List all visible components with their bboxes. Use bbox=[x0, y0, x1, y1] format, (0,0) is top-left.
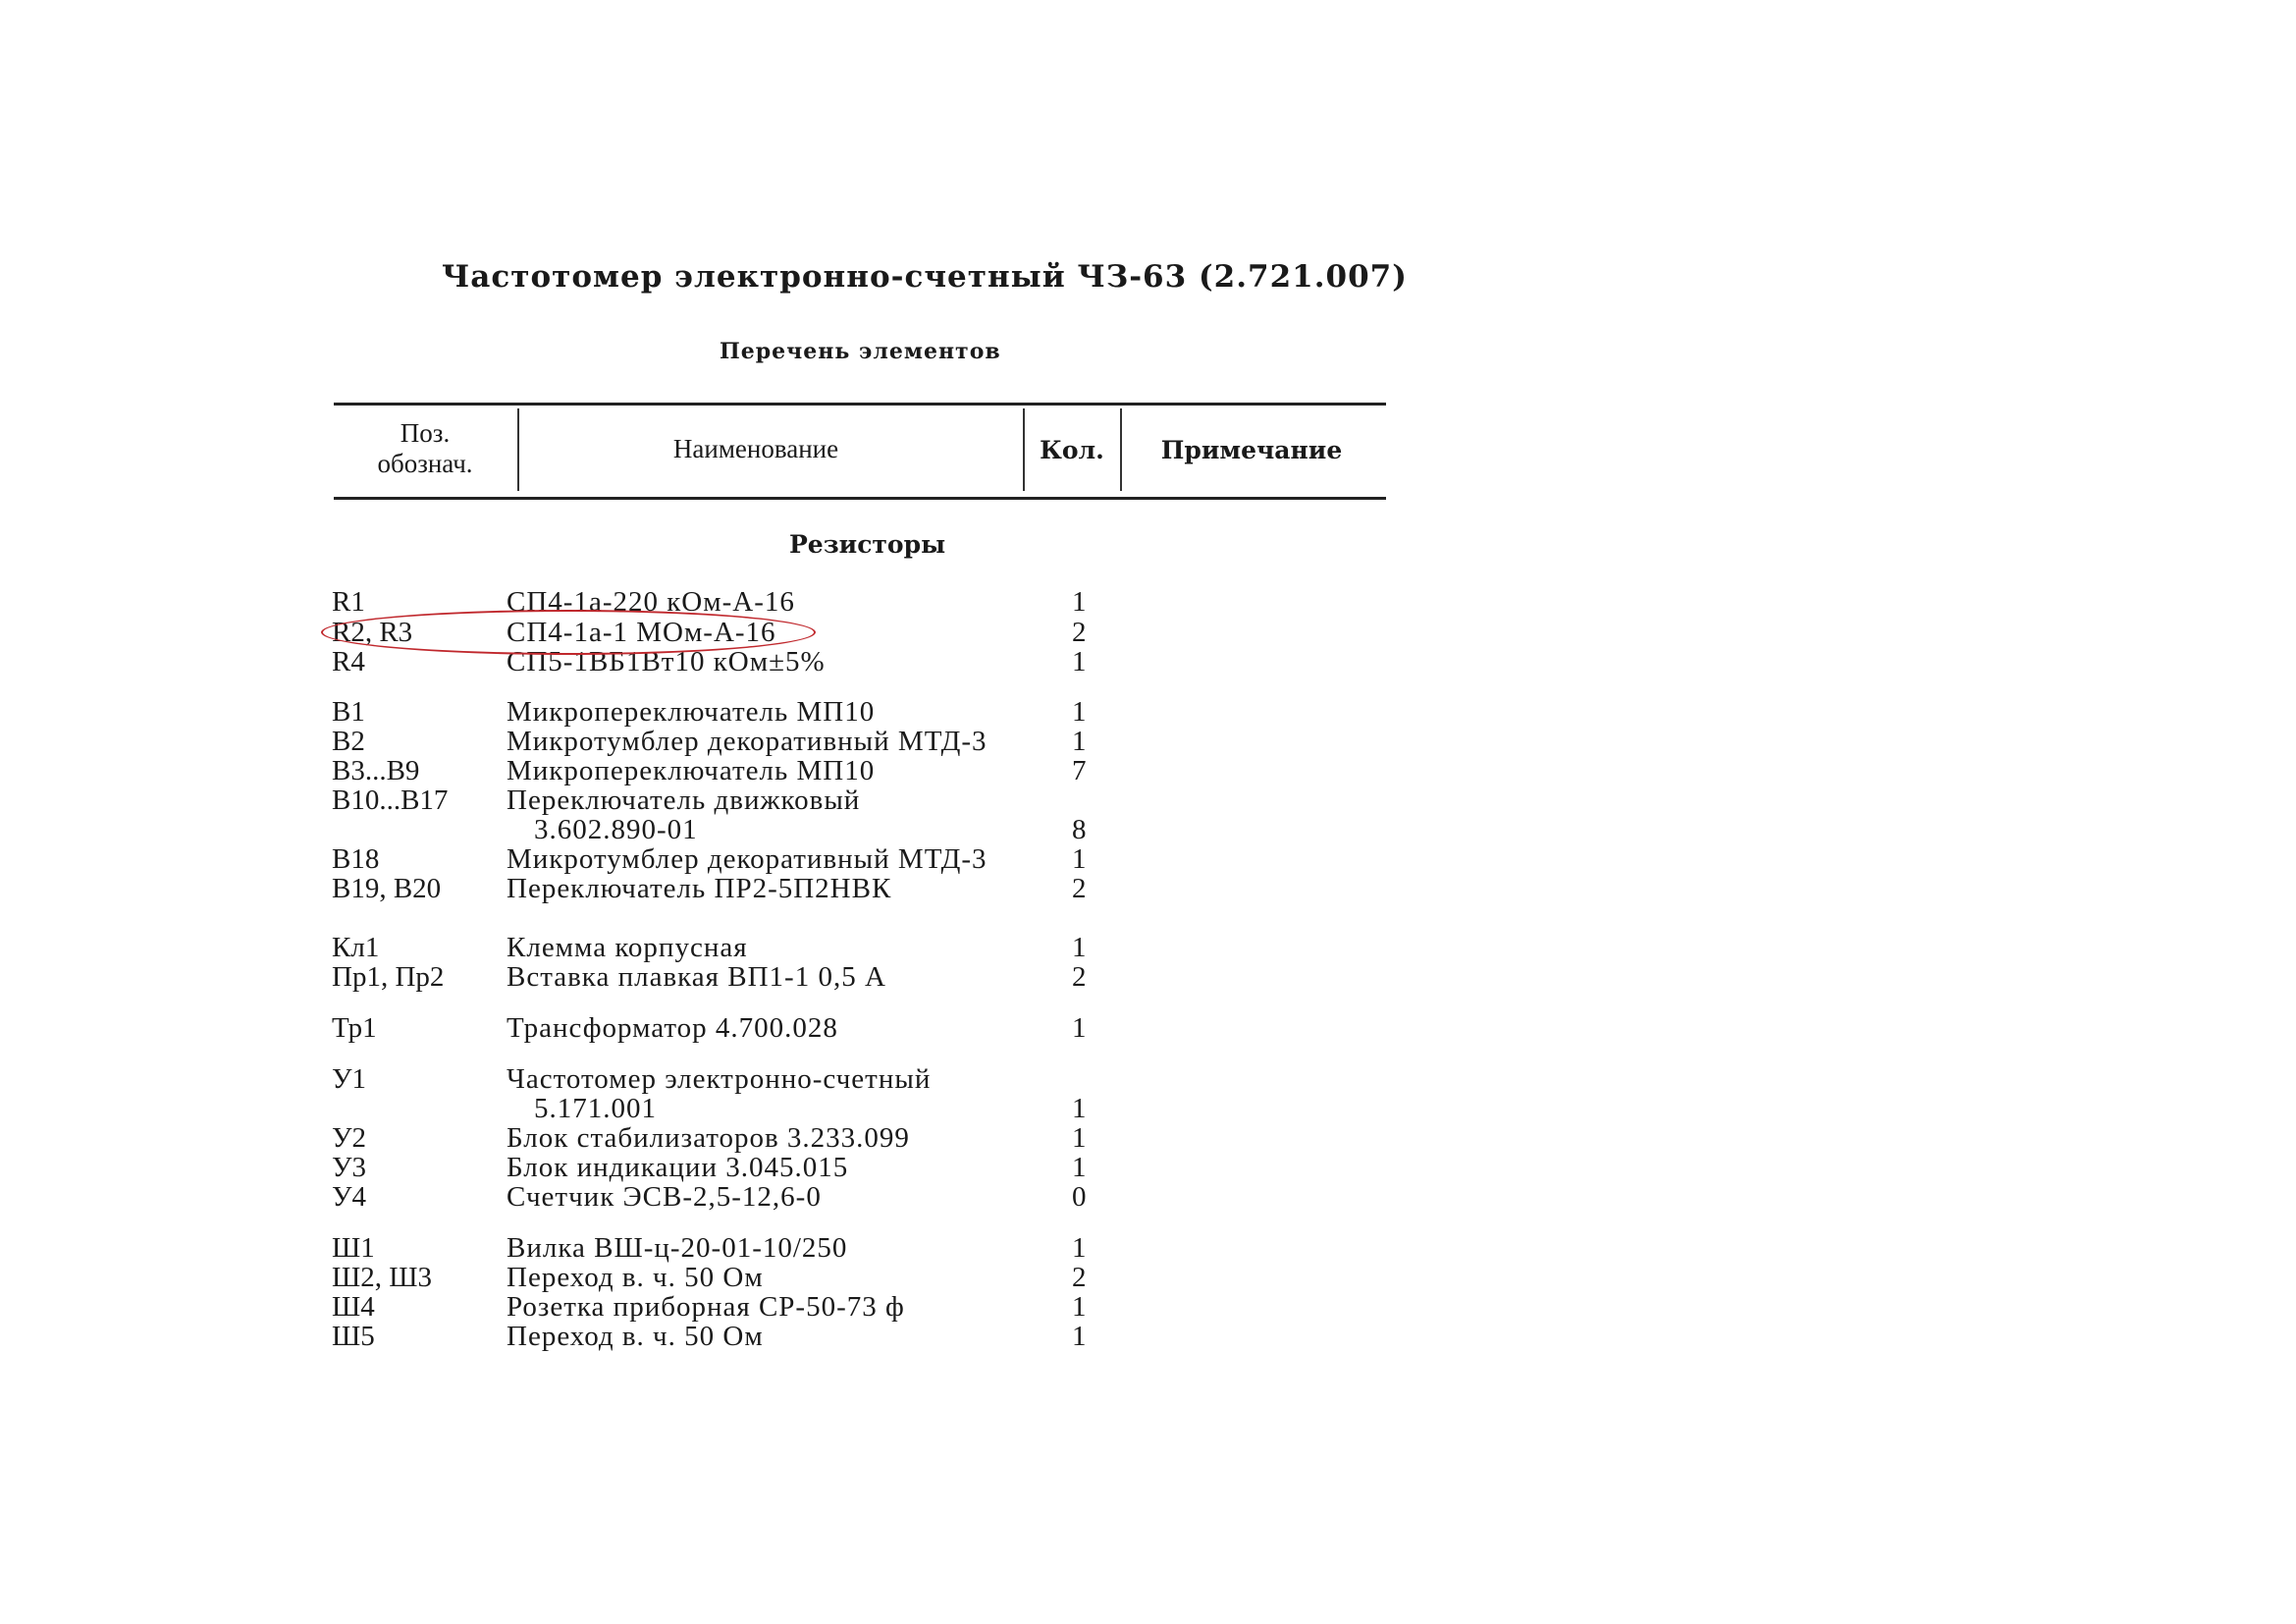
document-title: Частотомер электронно-счетный ЧЗ-63 (2.721.007) bbox=[442, 259, 1408, 295]
row-name: Трансформатор 4.700.028 bbox=[507, 1012, 838, 1044]
row-qty: 2 bbox=[1072, 961, 1087, 993]
row-pos: R1 bbox=[332, 586, 365, 618]
row-name: Розетка приборная СР-50-73 ф bbox=[507, 1291, 905, 1323]
table-header-bottom-rule bbox=[334, 497, 1386, 500]
row-name: СП5-1ВБ1Вт10 кОм±5% bbox=[507, 646, 826, 677]
row-pos: R4 bbox=[332, 646, 365, 677]
row-name: Блок индикации 3.045.015 bbox=[507, 1152, 849, 1183]
row-name: Клемма корпусная bbox=[507, 932, 748, 963]
row-name: Переключатель движковый bbox=[507, 785, 861, 816]
row-qty: 8 bbox=[1072, 814, 1087, 845]
row-pos: B19, B20 bbox=[332, 873, 442, 904]
row-qty: 1 bbox=[1072, 1232, 1087, 1264]
row-name: Микротумблер декоративный МТД-3 bbox=[507, 726, 988, 757]
row-name: Частотомер электронно-счетный bbox=[507, 1063, 932, 1095]
row-qty: 1 bbox=[1072, 1012, 1087, 1044]
row-pos: Ш4 bbox=[332, 1291, 375, 1323]
row-name: СП4-1а-220 кОм-А-16 bbox=[507, 586, 795, 618]
row-qty: 1 bbox=[1072, 586, 1087, 618]
row-qty: 2 bbox=[1072, 617, 1087, 648]
row-qty: 7 bbox=[1072, 755, 1087, 786]
document-subtitle: Перечень элементов bbox=[720, 339, 1001, 364]
row-name: Счетчик ЭСВ-2,5-12,6-0 bbox=[507, 1181, 822, 1213]
row-qty: 1 bbox=[1072, 1321, 1087, 1352]
row-pos: Кл1 bbox=[332, 932, 380, 963]
row-pos: B18 bbox=[332, 843, 380, 875]
row-qty: 0 bbox=[1072, 1181, 1087, 1213]
column-divider bbox=[1120, 408, 1122, 491]
header-pos-line1: Поз. bbox=[400, 418, 451, 448]
row-name: Переход в. ч. 50 Ом bbox=[507, 1321, 764, 1352]
section-title-resistors: Резисторы bbox=[789, 530, 946, 559]
row-name: Вилка ВШ-ц-20-01-10/250 bbox=[507, 1232, 848, 1264]
column-divider bbox=[517, 408, 519, 491]
row-qty: 2 bbox=[1072, 873, 1087, 904]
row-pos: У1 bbox=[332, 1063, 367, 1095]
row-pos: B10...B17 bbox=[332, 785, 449, 816]
row-pos: Пр1, Пр2 bbox=[332, 961, 445, 993]
row-pos: R2, R3 bbox=[332, 617, 413, 648]
row-pos: Ш5 bbox=[332, 1321, 375, 1352]
row-pos: Тр1 bbox=[332, 1012, 377, 1044]
row-qty: 1 bbox=[1072, 843, 1087, 875]
row-qty: 2 bbox=[1072, 1262, 1087, 1293]
row-pos: B2 bbox=[332, 726, 365, 757]
row-name: СП4-1а-1 МОм-А-16 bbox=[507, 617, 776, 648]
row-name: Микропереключатель МП10 bbox=[507, 696, 876, 728]
row-name: Переход в. ч. 50 Ом bbox=[507, 1262, 764, 1293]
row-name: Вставка плавкая ВП1-1 0,5 А bbox=[507, 961, 886, 993]
table-top-rule bbox=[334, 403, 1386, 406]
header-note: Примечание bbox=[1160, 436, 1343, 464]
row-name: Переключатель ПР2-5П2НВК bbox=[507, 873, 892, 904]
row-qty: 1 bbox=[1072, 1093, 1087, 1124]
header-name: Наименование bbox=[672, 434, 839, 463]
header-pos-line2: обознач. bbox=[377, 449, 473, 478]
row-pos: У4 bbox=[332, 1181, 367, 1213]
row-pos: Ш1 bbox=[332, 1232, 375, 1264]
row-name-continued: 3.602.890-01 bbox=[534, 814, 698, 845]
row-pos: У2 bbox=[332, 1122, 367, 1154]
header-pos bbox=[339, 418, 511, 479]
row-qty: 1 bbox=[1072, 646, 1087, 677]
row-qty: 1 bbox=[1072, 932, 1087, 963]
row-qty: 1 bbox=[1072, 696, 1087, 728]
highlight-circle bbox=[321, 610, 816, 655]
row-pos: Ш2, Ш3 bbox=[332, 1262, 433, 1293]
row-pos: B3...B9 bbox=[332, 755, 420, 786]
header-qty: Кол. bbox=[1040, 436, 1104, 464]
row-qty: 1 bbox=[1072, 1152, 1087, 1183]
row-pos: B1 bbox=[332, 696, 365, 728]
row-qty: 1 bbox=[1072, 1122, 1087, 1154]
row-qty: 1 bbox=[1072, 1291, 1087, 1323]
column-divider bbox=[1023, 408, 1025, 491]
row-qty: 1 bbox=[1072, 726, 1087, 757]
row-pos: У3 bbox=[332, 1152, 367, 1183]
row-name: Микротумблер декоративный МТД-3 bbox=[507, 843, 988, 875]
row-name: Микропереключатель МП10 bbox=[507, 755, 876, 786]
row-name: Блок стабилизаторов 3.233.099 bbox=[507, 1122, 910, 1154]
row-name-continued: 5.171.001 bbox=[534, 1093, 657, 1124]
